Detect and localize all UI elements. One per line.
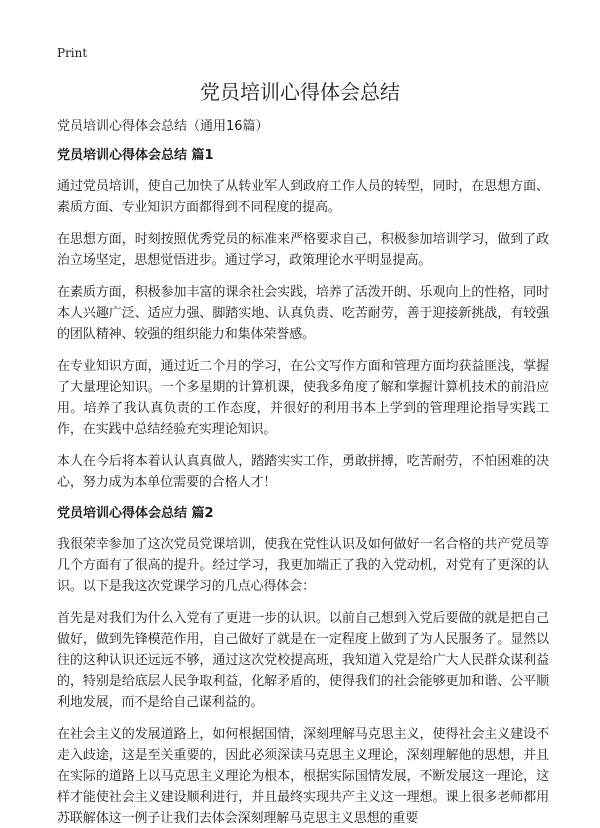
document-subtitle: 党员培训心得体会总结（通用16篇） bbox=[57, 119, 269, 134]
paragraph: 在素质方面，积极参加丰富的课余社会实践，培养了活泼开朗、乐观向上的性格，同时本人兴趣广泛、适应力强、脚踏实地、认真负责、吃苦耐劳，善于迎接新挑战，有较强的团队精神、较强的组织能力和集体荣誉感。 bbox=[57, 285, 549, 342]
print-link[interactable]: Print bbox=[57, 46, 88, 60]
document-title: 党员培训心得体会总结 bbox=[200, 80, 400, 104]
paragraph: 在专业知识方面，通过近二个月的学习，在公文写作方面和管理方面均获益匪浅，掌握了大量理论知识。一个多星期的计算机课，使我多角度了解和掌握计算机技术的前沿应用。培养了我认真负责的工作态度，并很好的利用书本上学到的管理理论指导实践工作，在实践中总结经验充实理论知识。 bbox=[57, 359, 549, 437]
paragraph: 本人在今后将本着认认真真做人，踏踏实实工作，勇敢拼搏，吃苦耐劳，不怕困难的决心，努力成为本单位需要的合格人才！ bbox=[57, 454, 549, 490]
paragraph: 首先是对我们为什么入党有了更进一步的认识。以前自己想到入党后要做的就是把自己做好，做到先锋模范作用，自己做好了就是在一定程度上做到了为人民服务了。显然以往的这种认识还远远不够，通过这次党校提高班，我知道入党是给广大人民群众谋利益的，特别是给底层人民争取利益，化解矛盾的，使得我们的社会能够更加和谐、公平顺利地发展，而不是给自己谋利益的。 bbox=[57, 611, 549, 710]
section-1 bbox=[57, 146, 549, 493]
paragraph: 通过党员培训，使自己加快了从转业军人到政府工作人员的转型，同时，在思想方面、素质方面、专业知识方面都得到不同程度的提高。 bbox=[57, 179, 549, 215]
section-heading: 党员培训心得体会总结 篇2 bbox=[57, 506, 214, 521]
document-body bbox=[57, 117, 549, 828]
paragraph: 我很荣幸参加了这次党员党课培训，使我在党性认识及如何做好一名合格的共产党员等几个方面有了很高的提升。经过学习，我更加端正了我的入党动机，对党有了更深的认识。以下是我这次党课学习的几点心得体会： bbox=[57, 537, 549, 594]
section-2 bbox=[57, 504, 549, 828]
paragraph: 在社会主义的发展道路上，如何根据国情，深刻理解马克思主义，使得社会主义建设不走入歧途，这是至关重要的，因此必须深读马克思主义理论，深刻理解他的思想，并且在实际的道路上以马克思主义理论为根本，根据实际国情发展，不断发展这一理论，这样才能使社会主义建设顺利进行，并且最终实现共产主义这一理想。课上很多老师都用苏联解体这一例子让我们去体会深刻理解马克思主义思想的重要 bbox=[57, 727, 549, 826]
paragraph: 在思想方面，时刻按照优秀党员的标准来严格要求自己，积极参加培训学习，做到了政治立场坚定，思想觉悟进步。通过学习，政策理论水平明显提高。 bbox=[57, 232, 549, 268]
section-heading: 党员培训心得体会总结 篇1 bbox=[57, 148, 214, 163]
